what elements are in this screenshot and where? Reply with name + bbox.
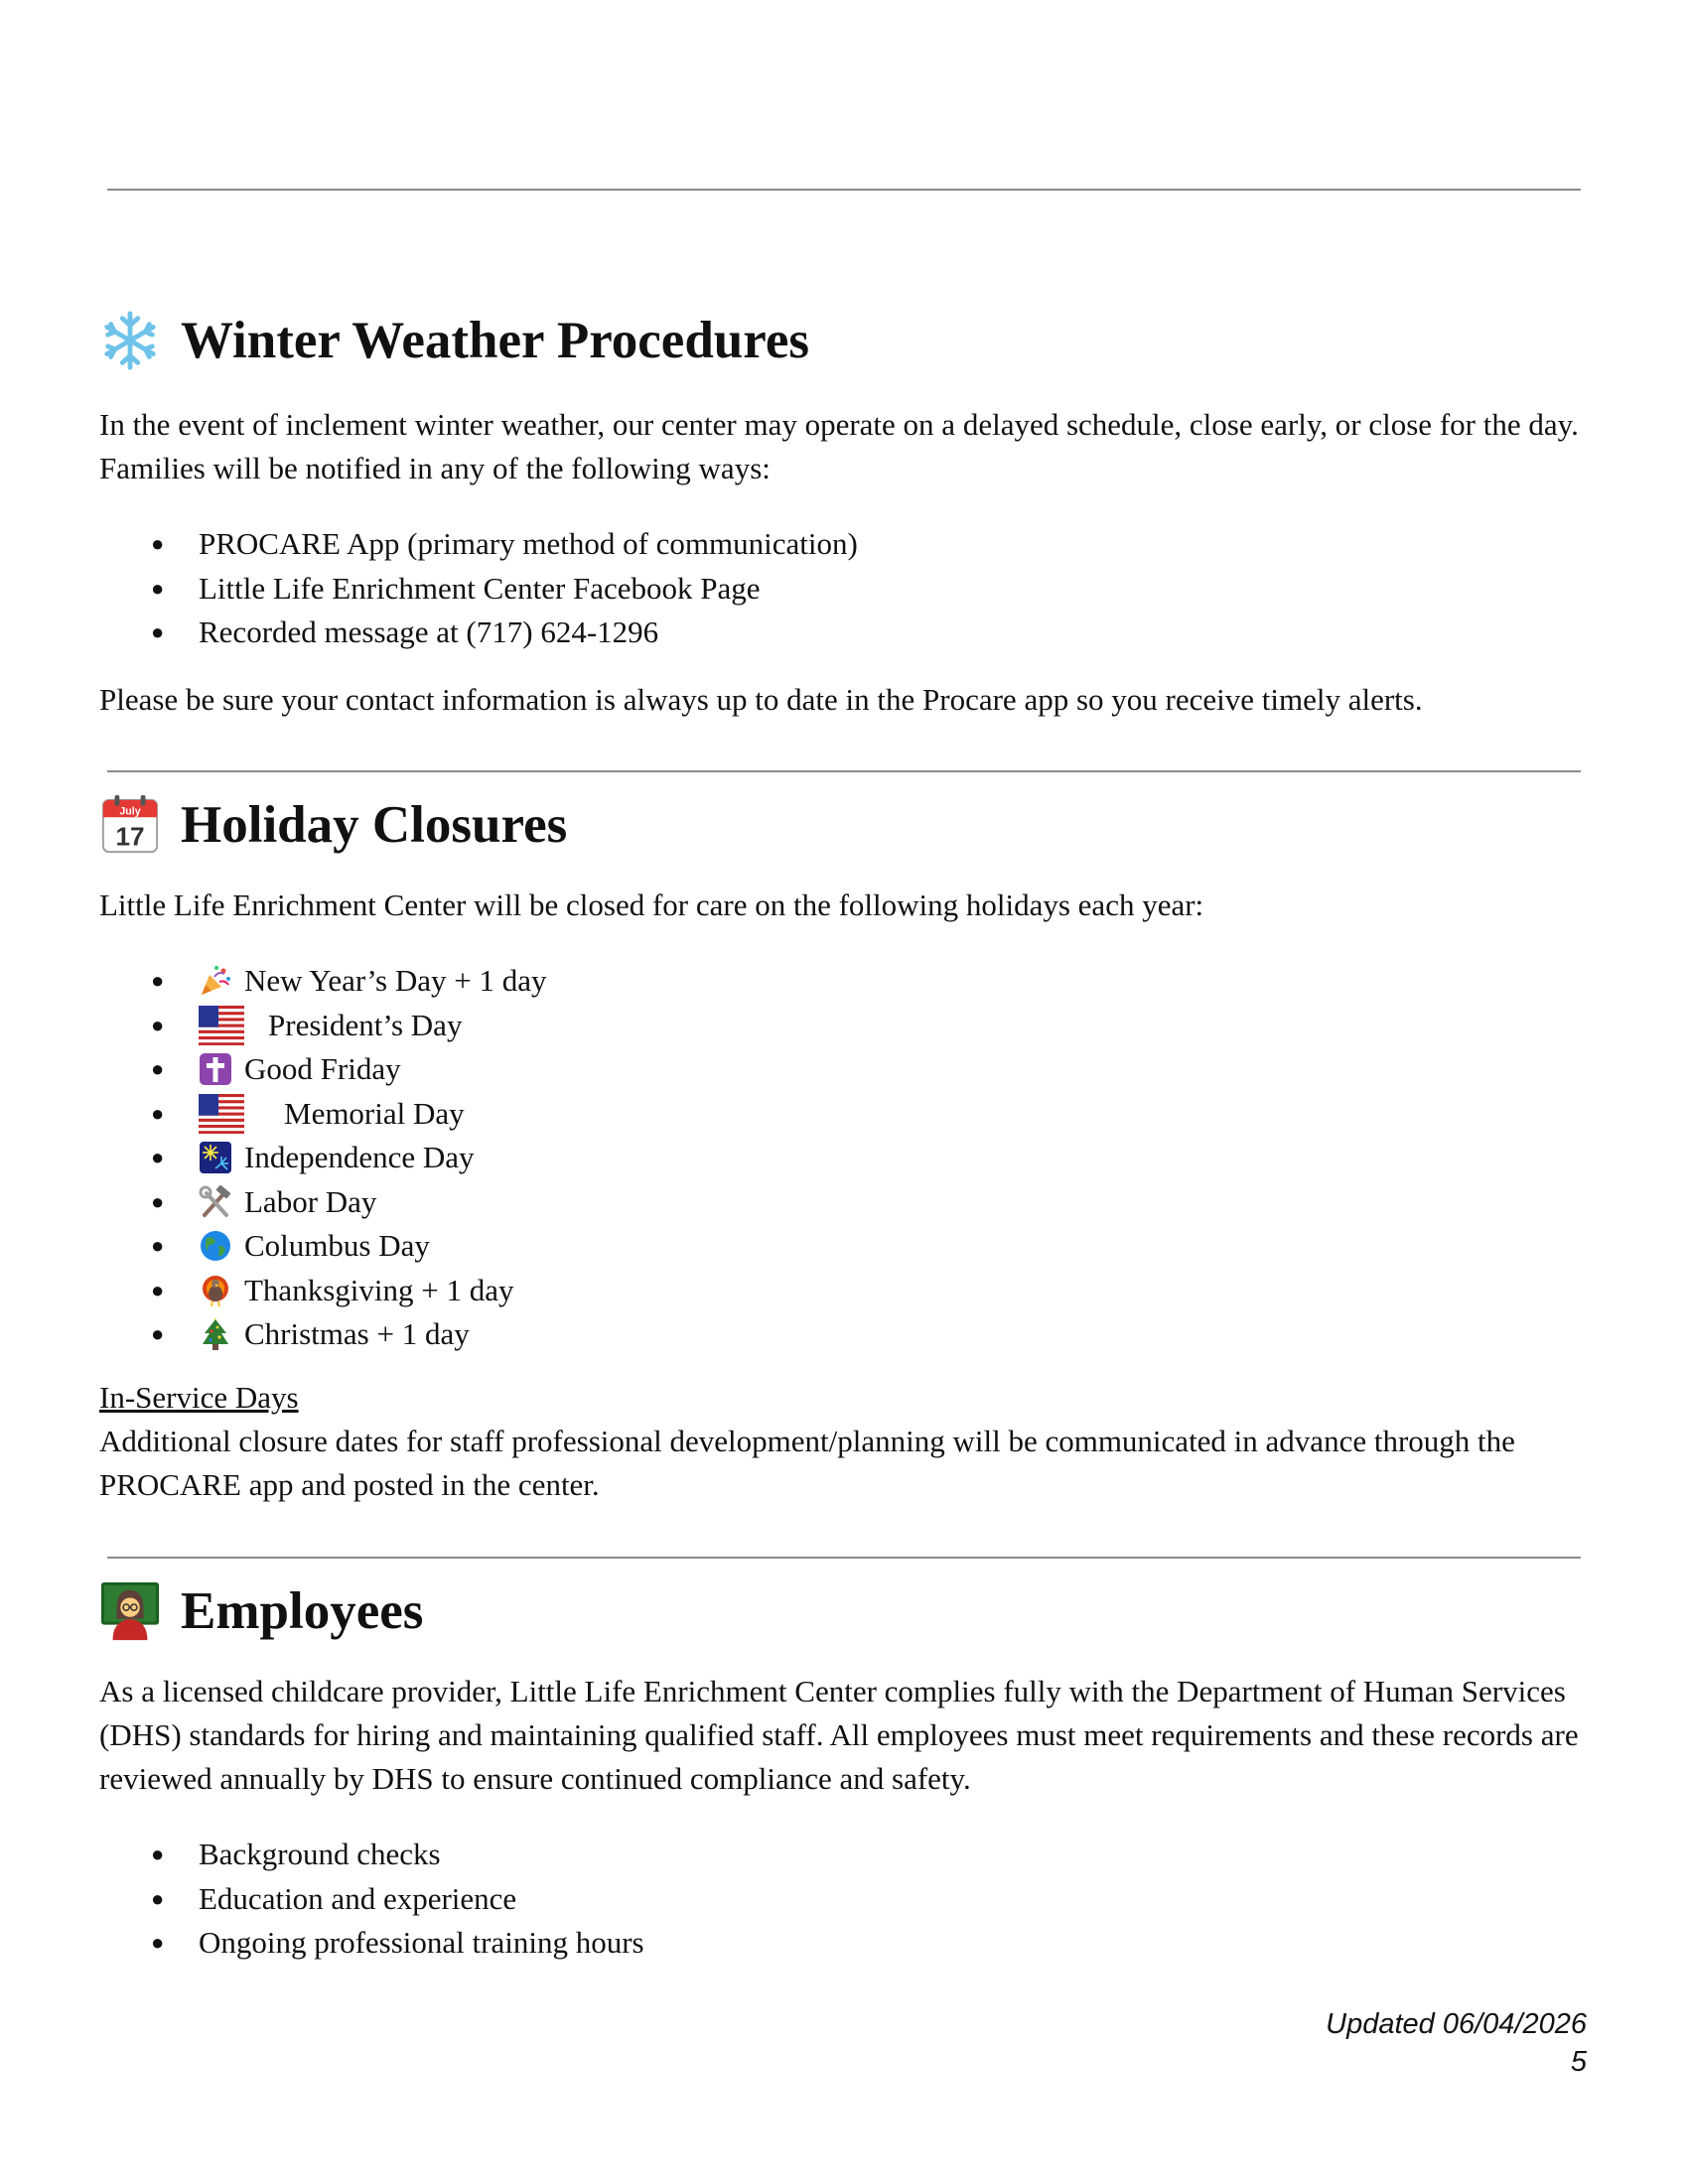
top-divider [107, 189, 1581, 191]
teacher-icon [99, 1580, 161, 1642]
snowflake-icon [99, 310, 161, 371]
winter-title: Winter Weather Procedures [181, 312, 809, 369]
employees-section-heading [99, 1580, 423, 1642]
christmas-tree-icon [199, 1317, 232, 1351]
us-flag-icon [199, 1094, 244, 1134]
employees-title: Employees [181, 1582, 424, 1640]
list-item: ● New Year’s Day + 1 day [99, 959, 546, 1004]
svg-text:17: 17 [115, 821, 145, 852]
list-item: ● Thanksgiving + 1 day [99, 1269, 546, 1313]
list-item: ● Little Life Enrichment Center Facebook Page [99, 567, 858, 612]
updated-date: Updated 06/04/2026 [1326, 2008, 1587, 2040]
winter-notification-list [99, 522, 858, 655]
tools-icon [199, 1185, 232, 1219]
winter-closing: Please be sure your contact information is always up to date in the Procare app so you receive timely alerts. [99, 682, 1423, 717]
fireworks-icon [199, 1141, 232, 1174]
turkey-icon [199, 1274, 232, 1307]
calendar-icon [99, 794, 161, 856]
employees-requirements-list [99, 1833, 644, 1966]
employees-intro: As a licensed childcare provider, Little Life Enrichment Center complies fully with the Department of Human Services (DHS) standards for hiring and maintaining qualified staff. All employees must meet requirements and these records are reviewed annually by DHS to ensure continued compliance and safety. [99, 1674, 1579, 1796]
winter-section-heading [99, 310, 809, 371]
inservice-heading: In-Service Days [99, 1380, 299, 1415]
inservice-text: Additional closure dates for staff professional development/planning will be communicated in advance through the PROCARE app and posted in the center. [99, 1424, 1515, 1502]
section-divider [107, 1557, 1581, 1559]
list-item: ● PROCARE App (primary method of communication) [99, 522, 858, 567]
list-item: ● Independence Day [99, 1136, 546, 1180]
globe-icon [199, 1229, 232, 1263]
list-item: ● Labor Day [99, 1180, 546, 1225]
us-flag-icon [199, 1006, 244, 1045]
winter-intro: In the event of inclement winter weather, our center may operate on a delayed schedule, close early, or close for the day. Families will be notified in any of the following ways: [99, 407, 1579, 485]
holiday-section-heading [99, 794, 567, 856]
list-item: ● Christmas + 1 day [99, 1312, 546, 1357]
list-item: ● President’s Day [99, 1004, 546, 1048]
cross-icon [199, 1052, 232, 1086]
list-item: ● Background checks [99, 1833, 644, 1877]
list-item: ● Columbus Day [99, 1224, 546, 1269]
list-item: ● Ongoing professional training hours [99, 1921, 644, 1966]
list-item: ● Education and experience [99, 1877, 644, 1922]
holiday-list [99, 959, 546, 1357]
section-divider [107, 770, 1581, 772]
list-item: ● Good Friday [99, 1047, 546, 1092]
party-popper-icon [199, 964, 232, 998]
page-number: 5 [1570, 2046, 1587, 2078]
svg-text:July: July [119, 805, 141, 818]
list-item: ● Recorded message at (717) 624-1296 [99, 611, 858, 655]
holiday-intro: Little Life Enrichment Center will be closed for care on the following holidays each year: [99, 887, 1204, 922]
holiday-title: Holiday Closures [181, 796, 568, 854]
list-item: ● Memorial Day [99, 1092, 546, 1137]
